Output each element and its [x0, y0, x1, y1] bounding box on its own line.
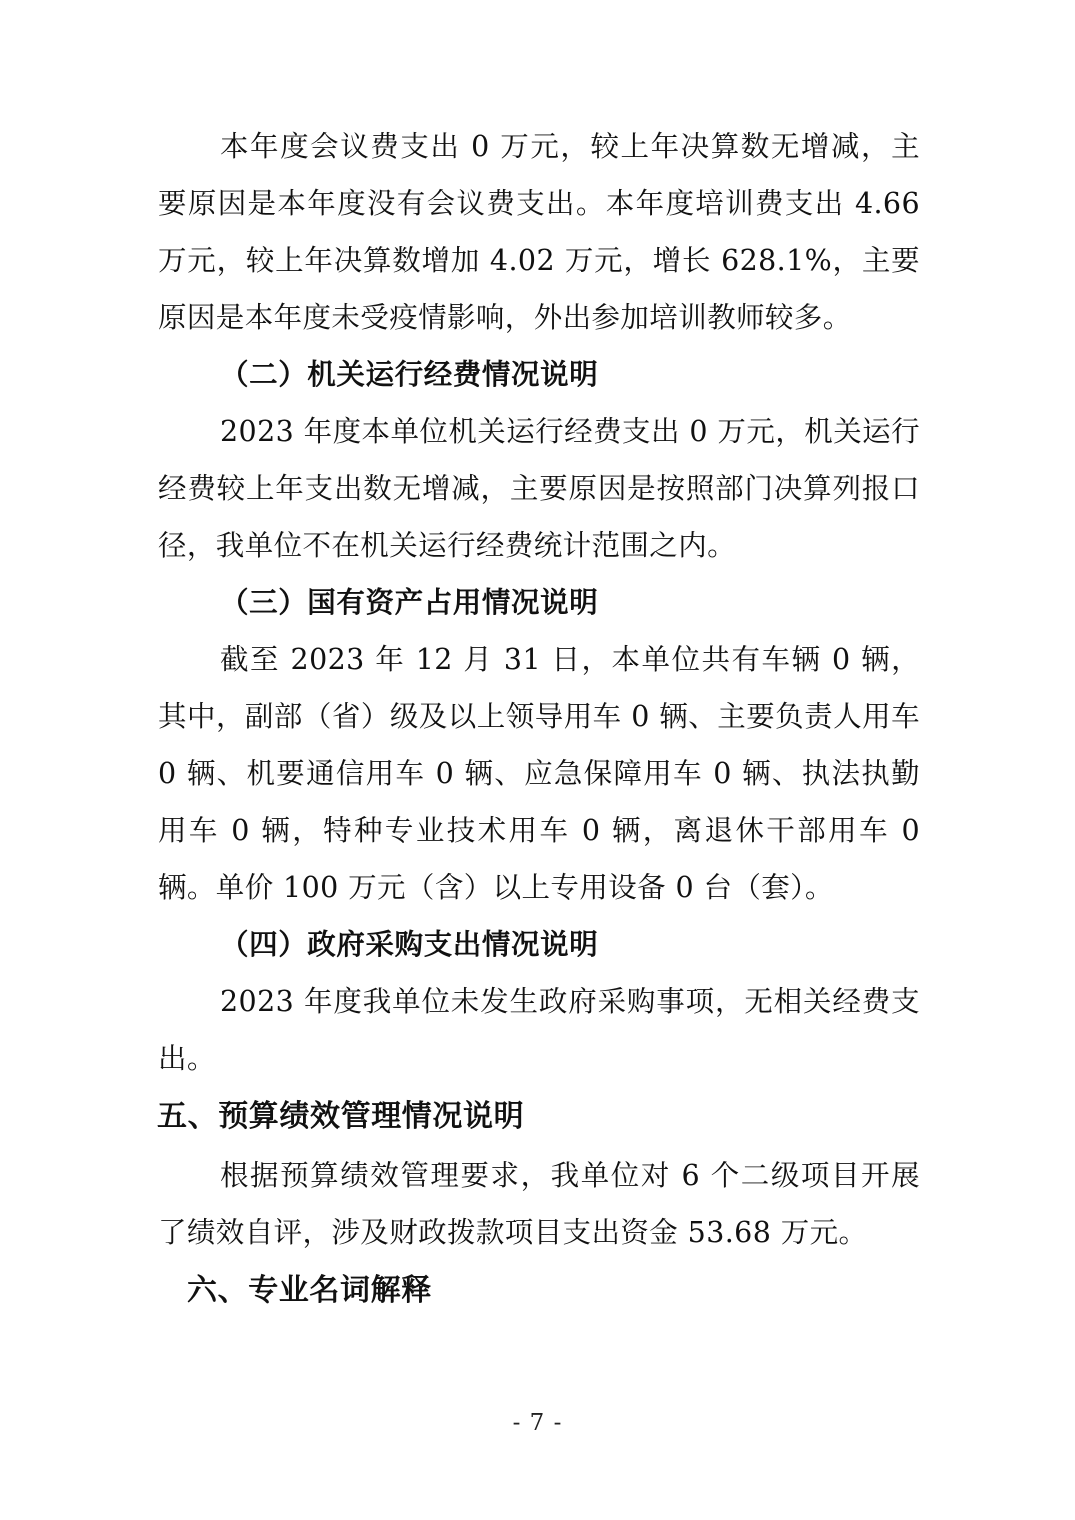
- paragraph-government-procurement: 2023 年度我单位未发生政府采购事项，无相关经费支出。: [158, 985, 920, 1075]
- paragraph-agency-operating-expense: 2023 年度本单位机关运行经费支出 0 万元，机关运行经费较上年支出数无增减，主要原因是按照部门决算列报口径，我单位不在机关运行经费统计范围之内。: [158, 415, 920, 562]
- heading-terminology-explanation: 六、专业名词解释: [187, 1273, 432, 1308]
- paragraph-state-assets-occupation: 截至 2023 年 12 月 31 日，本单位共有车辆 0 辆，其中，副部（省）级及以上领导用车 0 辆、主要负责人用车 0 辆、机要通信用车 0 辆、应急保障用车 0 辆、执法执勤用车 0 辆，特种专业技术用车 0 辆，离退休干部用车 0 辆。单价 100 万元（含）以上专用设备 0 台（套）。: [158, 643, 920, 904]
- heading-state-assets-occupation: （三）国有资产占用情况说明: [220, 586, 599, 619]
- paragraph-budget-performance-management: 根据预算绩效管理要求，我单位对 6 个二级项目开展了绩效自评，涉及财政拨款项目支出资金 53.68 万元。: [158, 1159, 920, 1249]
- heading-budget-performance-management: 五、预算绩效管理情况说明: [157, 1099, 525, 1134]
- page-number: - 7 -: [512, 1410, 563, 1436]
- heading-government-procurement: （四）政府采购支出情况说明: [220, 928, 599, 961]
- document-body: [158, 118, 920, 1321]
- paragraph-conference-training-expense: 本年度会议费支出 0 万元，较上年决算数无增减，主要原因是本年度没有会议费支出。本年度培训费支出 4.66 万元，较上年决算数增加 4.02 万元，增长 628.1%，主要原因是本年度未受疫情影响，外出参加培训教师较多。: [158, 130, 920, 334]
- heading-agency-operating-expense: （二）机关运行经费情况说明: [220, 358, 599, 391]
